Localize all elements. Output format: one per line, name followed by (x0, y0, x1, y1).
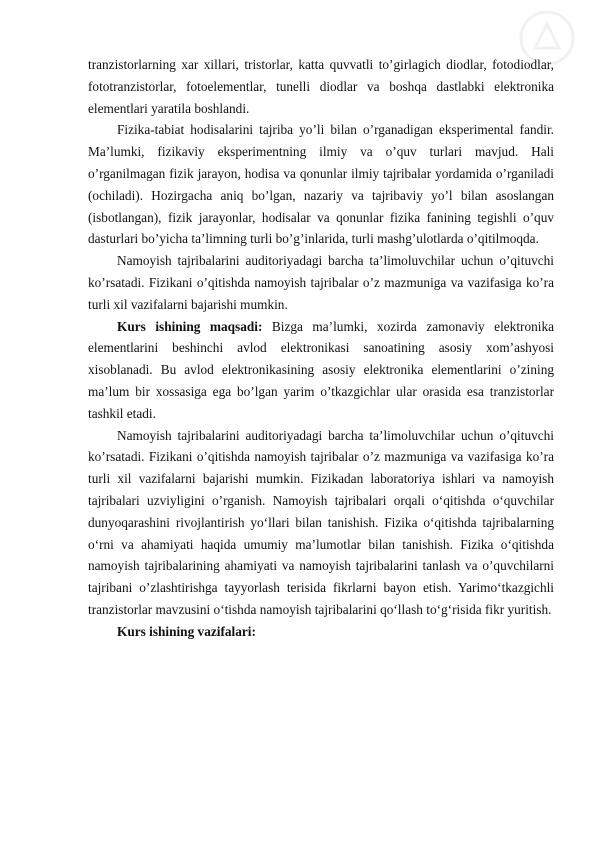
paragraph-physics-definition (88, 119, 554, 250)
body-text (88, 54, 554, 643)
paragraph-course-tasks (88, 621, 554, 643)
paragraph-text: Namoyish tajribalarini auditoriyadagi barcha ta’limoluvchilar uchun o’qituvchi ko’rsatadi. Fizikani o’qitishda namoyish tajribalar o’z mazmuniga va vazifasiga ko’ra turli xil vazifalarni bajarishi mumkin. Fizikadan laboratoriya ishlari va namoyish tajribalari uzviyligini o’rganish. Namoyish tajribalari orqali o‘qitishda o‘quvchilar dunyoqarashini rivojlantirish yo‘llari bilan tanishish. Fizika o‘qitishda tajribalarning o‘rni va ahamiyati haqida umumiy ma’lumotlar bilan tanishish. Fizika o‘qitishda namoyish tajribalarining ahamiyati va namoyish tajribalarini tanlash va o’quvchilarni tajribani o’zlashtirishga tayyorlash terisida fikrlarni bayon etish. Yarimo‘tkazgichli tranzistorlar mavzusini o‘tishda namoyish tajribalarini qo‘llash to‘g‘risida fikr yuritish. (88, 427, 554, 617)
paragraph-text: Namoyish tajribalarini auditoriyadagi barcha ta’limoluvchilar uchun o’qituvchi ko’rsatadi. Fizikani o’qitishda namoyish tajribalar o’z mazmuniga va vazifasiga ko’ra turli xil vazifalarni bajarishi mumkin. (88, 253, 554, 312)
paragraph-text: Bizga ma’lumki, xozirda zamonaviy elektronika elementlarini beshinchi avlod elektronikasi sanoatining asosiy xom’ashyosi xisoblanadi. Bu avlod elektronikasining asosiy elektronika elementlarini o’zining ma’lum bir xossasiga ega bo’lgan yarim o’tkazgichlar ular orasida esa tranzistorlar tashkil etadi. (88, 318, 554, 421)
paragraph-text: Fizika-tabiat hodisalarini tajriba yo’li bilan o’rganadigan eksperimental fandir. Ma’lumki, fizikaviy eksperimentning ilmiy va o’quv turlari mavjud. Hali o’rganilmagan fizik jarayon, hodisa va qonunlar ilmiy tajribalar yordamida o’rganiladi (ochiladi). Hozirgacha aniq bo’lgan, nazariy va tajribaviy yo’l bilan asoslangan (isbotlangan), fizik jarayonlar, hodisalar va qonunlar fizika fanining tegishli o’quv dasturlari bo’yicha ta’limning turli bo’g’inlarida, turli mashg’ulotlarda o’qitilmoqda. (88, 122, 554, 247)
course-goal-heading: Kurs ishining maqsadi: (117, 318, 263, 334)
paragraph-text: tranzistorlarning xar xillari, tristorlar, katta quvvatli to’girlagich diodlar, fotodiodlar, fototranzistorlar, fotoelementlar, tunelli diodlar va boshqa dastlabki elektronika elementlari yaratila boshlandi. (88, 57, 554, 116)
paragraph-demonstration (88, 250, 554, 315)
paragraph-course-goal (88, 316, 554, 425)
paragraph-demonstration-detail (88, 425, 554, 621)
course-tasks-heading: Kurs ishining vazifalari: (117, 623, 256, 639)
paragraph-continuation (88, 54, 554, 119)
